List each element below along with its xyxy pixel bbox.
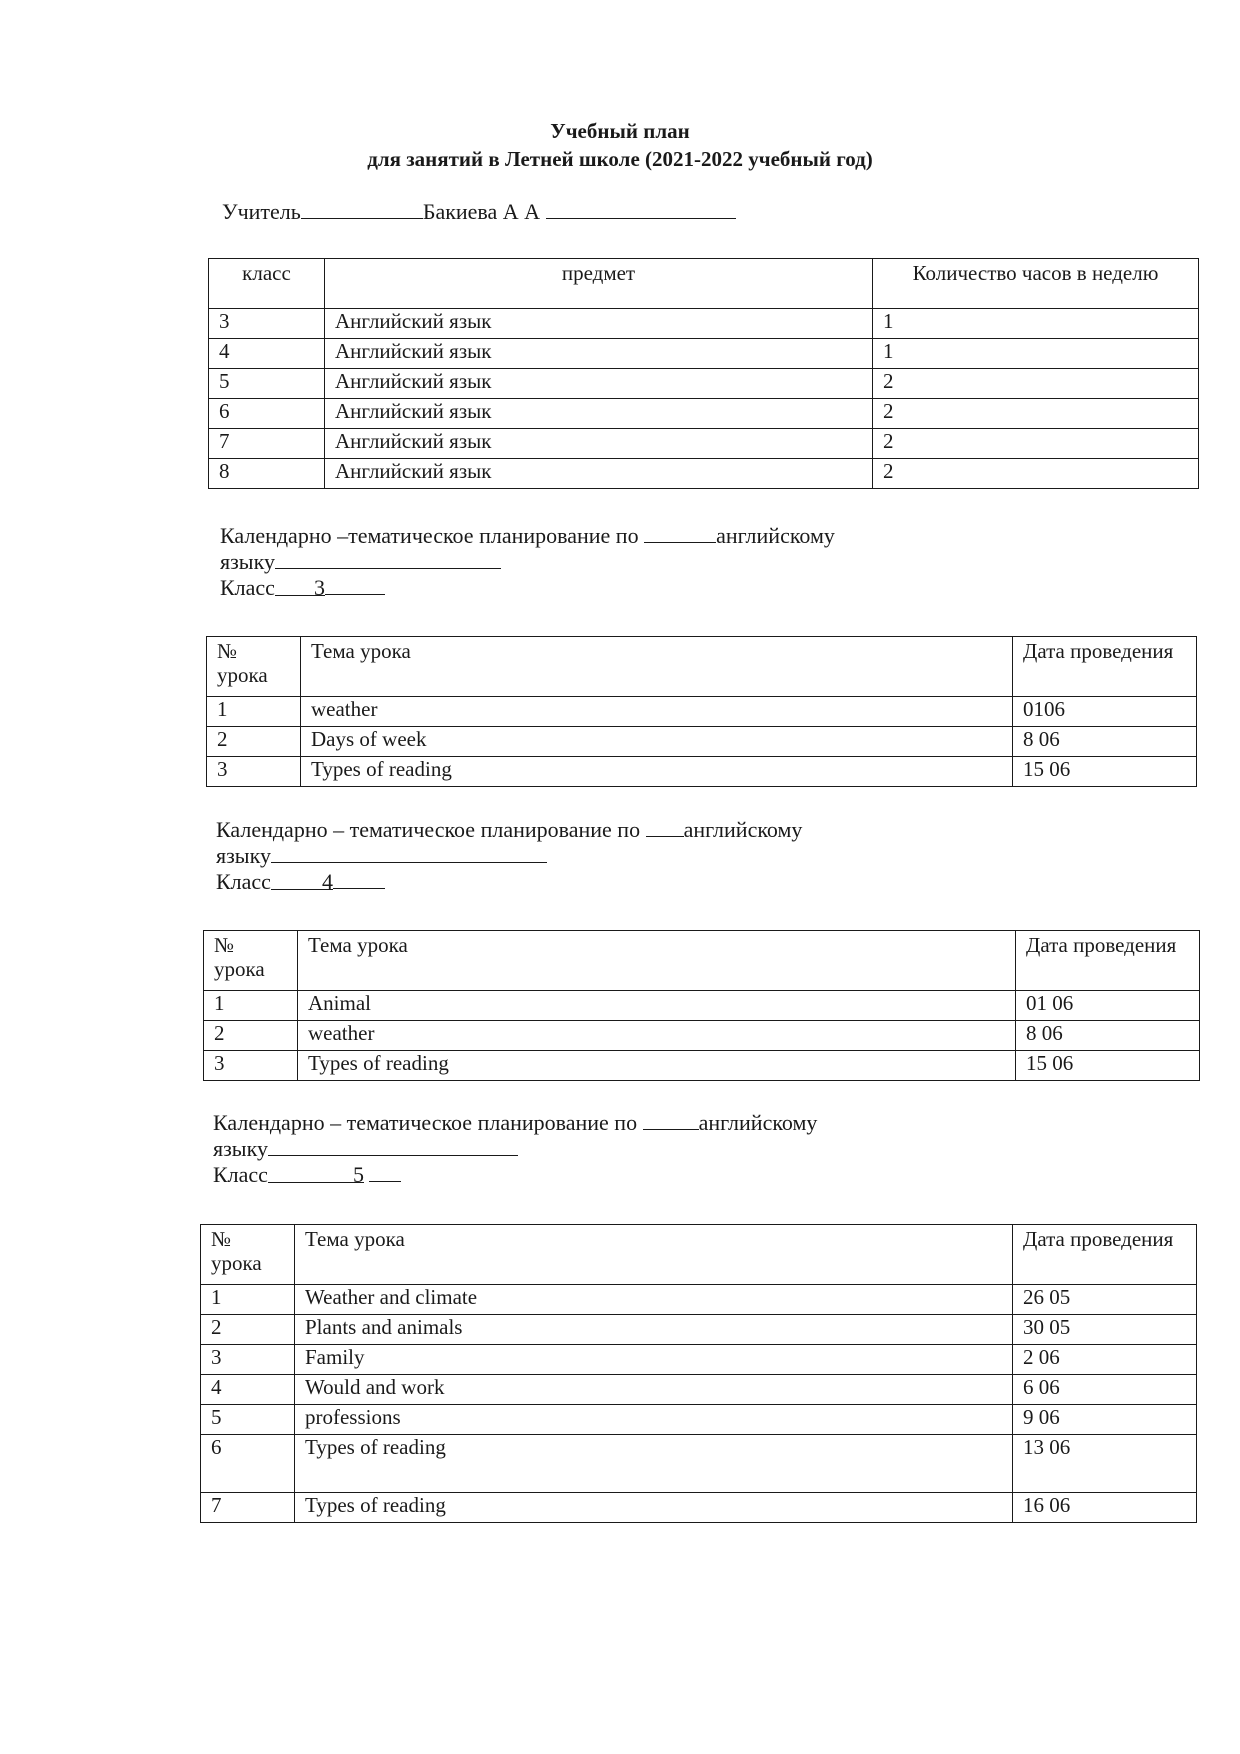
table-row [201,1435,1197,1493]
lesson-cell: Types of reading [295,1435,1013,1493]
table-row [209,309,1199,339]
plan-cell: 7 [209,429,325,459]
section-heading [220,522,835,549]
plan-cell: Английский язык [325,399,873,429]
table-row [207,697,1197,727]
section-heading-language: языку [220,549,275,574]
blank-line [271,842,547,863]
plan-cell: 3 [209,309,325,339]
blank-line [275,548,501,569]
lesson-cell: 3 [207,757,301,787]
lessons-table-class-5 [200,1224,1197,1523]
table-row [204,1021,1200,1051]
lesson-cell: 6 [201,1435,295,1493]
lesson-cell: Animal [298,991,1016,1021]
class-value-line [268,1162,364,1187]
section-heading-line2 [216,842,547,869]
lesson-cell: professions [295,1405,1013,1435]
table-row [201,1345,1197,1375]
table-row [209,369,1199,399]
section-heading-line2 [220,548,501,575]
lesson-cell: 26 05 [1013,1285,1197,1315]
blank-line [646,816,684,837]
class-value: 5 [352,1162,364,1187]
lesson-cell: 8 06 [1016,1021,1200,1051]
plan-cell: Английский язык [325,429,873,459]
teacher-label: Учитель [222,199,301,224]
col-lesson-number: № урока [201,1225,295,1285]
lesson-cell: 6 06 [1013,1375,1197,1405]
plan-cell: 2 [873,399,1199,429]
lesson-cell: Days of week [301,727,1013,757]
blank-line [268,1135,518,1156]
lesson-cell: 15 06 [1013,757,1197,787]
document-title: Учебный план [550,119,690,143]
lesson-cell: 3 [201,1345,295,1375]
table-row [201,1405,1197,1435]
lesson-cell: weather [301,697,1013,727]
plan-col-hours: Количество часов в неделю [873,259,1199,309]
plan-cell: 1 [873,309,1199,339]
table-row [209,399,1199,429]
col-lesson-topic: Тема урока [298,931,1016,991]
blank-line [325,574,385,595]
table-row [207,757,1197,787]
plan-cell: Английский язык [325,309,873,339]
plan-cell: 1 [873,339,1199,369]
plan-cell: 8 [209,459,325,489]
blank-line [333,868,385,889]
plan-cell: Английский язык [325,339,873,369]
class-line [213,1161,401,1188]
lessons-table-class-3 [206,636,1197,787]
teacher-line [222,198,736,225]
class-line [216,868,385,895]
class-label: Класс [220,575,275,600]
section-heading [213,1109,817,1136]
section-heading-language: языку [213,1136,268,1161]
lesson-cell: Weather and climate [295,1285,1013,1315]
section-heading-subject: английскому [698,1110,818,1135]
table-row [207,727,1197,757]
table-row [209,459,1199,489]
lesson-cell: 7 [201,1493,295,1523]
section-heading-prefix: Календарно – тематическое планирование по [216,817,641,842]
col-lesson-number: № урока [204,931,298,991]
lesson-cell: 16 06 [1013,1493,1197,1523]
table-row [209,429,1199,459]
section-heading-prefix: Календарно –тематическое планирование по [220,523,639,548]
lesson-cell: Family [295,1345,1013,1375]
class-value: 4 [321,869,333,894]
lesson-cell: Types of reading [295,1493,1013,1523]
lesson-cell: 4 [201,1375,295,1405]
plan-cell: 5 [209,369,325,399]
lesson-cell: 1 [204,991,298,1021]
section-heading-line2 [213,1135,518,1162]
blank-line [301,198,423,219]
section-heading-subject: английскому [716,523,835,548]
table-row [209,339,1199,369]
table-row [201,1315,1197,1345]
col-lesson-number: № урока [207,637,301,697]
lesson-cell: 3 [204,1051,298,1081]
lesson-cell: Types of reading [298,1051,1016,1081]
lesson-cell: Types of reading [301,757,1013,787]
lesson-cell: 15 06 [1016,1051,1200,1081]
plan-cell: Английский язык [325,369,873,399]
lesson-cell: weather [298,1021,1016,1051]
lesson-cell: 1 [207,697,301,727]
col-lesson-date: Дата проведения [1016,931,1200,991]
blank-line [369,1161,401,1182]
col-lesson-topic: Тема урока [295,1225,1013,1285]
section-heading [216,816,802,843]
plan-cell: 6 [209,399,325,429]
class-value-line [271,869,333,894]
plan-cell: 2 [873,369,1199,399]
lesson-cell: 2 [201,1315,295,1345]
lesson-cell: 2 [204,1021,298,1051]
col-lesson-date: Дата проведения [1013,637,1197,697]
lesson-cell: 2 [207,727,301,757]
lesson-cell: 30 05 [1013,1315,1197,1345]
plan-cell: Английский язык [325,459,873,489]
section-heading-prefix: Календарно – тематическое планирование по [213,1110,638,1135]
col-lesson-date: Дата проведения [1013,1225,1197,1285]
class-label: Класс [213,1162,268,1187]
lessons-table-class-4 [203,930,1200,1081]
lesson-cell: 13 06 [1013,1435,1197,1493]
plan-table [208,258,1199,489]
lesson-cell: Plants and animals [295,1315,1013,1345]
lesson-cell: 8 06 [1013,727,1197,757]
lesson-cell: 2 06 [1013,1345,1197,1375]
table-row [201,1493,1197,1523]
plan-col-subject: предмет [325,259,873,309]
section-heading-language: языку [216,843,271,868]
lesson-cell: Would and work [295,1375,1013,1405]
lesson-cell: 01 06 [1016,991,1200,1021]
class-value: 3 [313,575,325,600]
blank-line [546,198,736,219]
table-row [201,1375,1197,1405]
plan-cell: 2 [873,459,1199,489]
blank-line [644,522,716,543]
table-row [204,1051,1200,1081]
blank-line [643,1109,699,1130]
teacher-name: Бакиева А А [422,199,541,224]
class-line [220,574,385,601]
col-lesson-topic: Тема урока [301,637,1013,697]
lesson-cell: 1 [201,1285,295,1315]
plan-col-class: класс [209,259,325,309]
class-value-line [275,575,325,600]
lesson-cell: 5 [201,1405,295,1435]
lesson-cell: 9 06 [1013,1405,1197,1435]
plan-cell: 4 [209,339,325,369]
section-heading-subject: английскому [683,817,803,842]
table-row [204,991,1200,1021]
class-label: Класс [216,869,271,894]
plan-cell: 2 [873,429,1199,459]
document-subtitle: для занятий в Летней школе (2021-2022 учебный год) [367,147,873,171]
lesson-cell: 0106 [1013,697,1197,727]
table-row [201,1285,1197,1315]
